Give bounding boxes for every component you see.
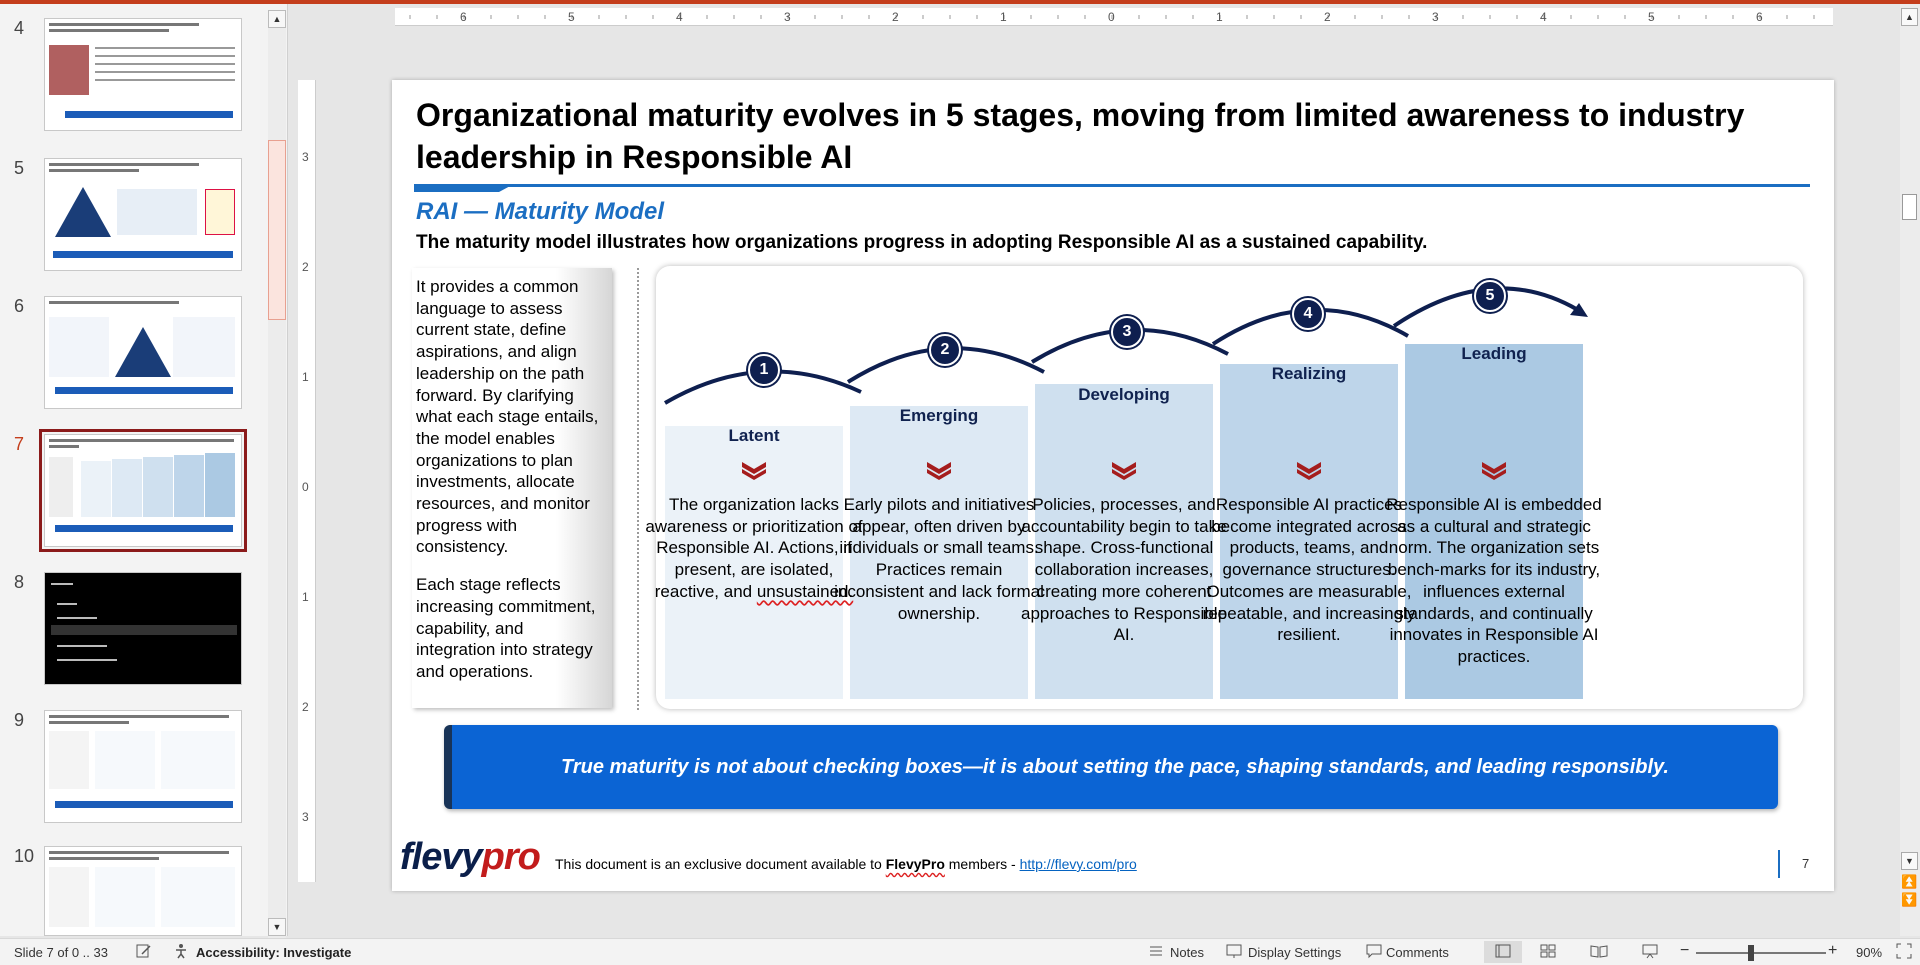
thumbnail-number: 7 — [14, 434, 25, 454]
stage-name-1: Latent — [728, 426, 780, 445]
title-underline — [414, 184, 1810, 187]
slide-subtitle[interactable]: RAI — Maturity Model — [416, 198, 665, 225]
page-number: 7 — [1802, 856, 1810, 871]
slide-counter: Slide 7 of 0 .. 33 — [14, 945, 108, 960]
slide-thumbnail-8[interactable] — [44, 572, 242, 685]
thumbnail-row-4[interactable] — [0, 18, 270, 138]
ruler-label: 2 — [302, 700, 309, 714]
thumbnail-number: 8 — [14, 572, 25, 592]
zoom-out-icon[interactable]: − — [1680, 942, 1690, 959]
stage-description-1: The organization lacks awareness or prioritization of Responsible AI. Actions, if present, are isolated, reactive, and unsustained. — [645, 495, 863, 601]
scroll-up-arrow-icon[interactable]: ▲ — [268, 10, 286, 28]
ruler-label: 4 — [1540, 10, 1547, 24]
intro-paragraph-1: It provides a common language to assess current state, define aspirations, and align leadership on the path forward. By clarifying what each stage entails, the model enables organizations to plan investments, allocate resources, and monitor progress with consistency. — [416, 277, 599, 557]
stage-name-5: Leading — [1461, 344, 1527, 363]
maturity-model-frame[interactable] — [645, 266, 1803, 709]
scroll-down-arrow-icon[interactable]: ▼ — [268, 918, 286, 936]
slide-sorter-icon[interactable] — [1540, 943, 1556, 962]
ruler-label: 3 — [302, 150, 309, 164]
flevypro-logo: flevypro — [400, 836, 540, 878]
slide-scrollbar[interactable] — [1900, 4, 1920, 936]
ruler-label: 1 — [302, 370, 309, 384]
slide-title[interactable]: Organizational maturity evolves in 5 stages, moving from limited awareness to industry leadership in Responsible AI — [416, 97, 1745, 175]
slide-thumbnail-10[interactable] — [44, 846, 242, 936]
next-slide-icon[interactable]: ⏬ — [1901, 892, 1918, 907]
ruler-label: 5 — [568, 10, 575, 24]
ruler-label: 4 — [676, 10, 683, 24]
stage-name-3: Developing — [1078, 385, 1170, 404]
accessibility-icon[interactable] — [174, 943, 190, 962]
comments-icon[interactable] — [1366, 943, 1382, 962]
stage-number-badge-5: 5 — [1474, 280, 1506, 312]
thumbnail-number: 5 — [14, 158, 25, 178]
slideshow-icon[interactable] — [1642, 943, 1658, 962]
stage-description-4: Responsible AI practices become integrated across products, teams, and governance structures. Outcomes are measurable, repeatable, and increasingly resilient. — [1202, 495, 1416, 645]
thumbnail-scrollbar[interactable] — [268, 10, 286, 940]
scroll-down-arrow-icon[interactable]: ▼ — [1901, 852, 1918, 870]
chevron-down-icon — [1384, 460, 1604, 485]
thumbnail-number: 4 — [14, 18, 25, 38]
stage-name-4: Realizing — [1271, 364, 1347, 383]
slide-canvas[interactable] — [392, 80, 1834, 891]
ruler-label: 2 — [892, 10, 899, 24]
ruler-label: 5 — [1648, 10, 1655, 24]
fit-to-window-icon[interactable] — [1896, 943, 1912, 962]
thumbnail-row-7[interactable] — [0, 434, 270, 554]
scrollbar-thumb[interactable] — [268, 140, 286, 320]
display-settings-icon[interactable] — [1226, 943, 1244, 962]
stage-number-badge-3: 3 — [1111, 316, 1143, 348]
accessibility-status[interactable]: Accessibility: Investigate — [196, 945, 352, 960]
scrollbar-thumb[interactable] — [1902, 194, 1917, 220]
intro-paragraph-2: Each stage reflects increasing commitment, capability, and integration into strategy and operations. — [416, 575, 596, 681]
stage-description-2: Early pilots and initiatives appear, often driven by individuals or small teams. Practices remain inconsistent and lack formal ownership. — [834, 495, 1044, 623]
ruler-label: 1 — [302, 590, 309, 604]
ruler-label: 6 — [460, 10, 467, 24]
zoom-slider[interactable] — [1696, 952, 1826, 954]
ruler-label: 0 — [302, 480, 309, 494]
ruler-label: 3 — [1432, 10, 1439, 24]
ruler-label: 6 — [1756, 10, 1763, 24]
previous-slide-icon[interactable]: ⏫ — [1901, 874, 1918, 889]
stage-number-badge-4: 4 — [1292, 298, 1324, 330]
thumbnail-number: 9 — [14, 710, 25, 730]
scroll-up-arrow-icon[interactable]: ▲ — [1901, 8, 1918, 26]
thumbnail-number: 10 — [14, 846, 35, 866]
stage-number-badge-2: 2 — [929, 334, 961, 366]
stage-number-badge-1: 1 — [748, 354, 780, 386]
zoom-in-icon[interactable]: + — [1828, 942, 1838, 959]
notes-edit-icon[interactable] — [136, 943, 152, 962]
thumbnail-row-6[interactable] — [0, 296, 270, 416]
slide-thumbnail-4[interactable] — [44, 18, 242, 131]
ruler-label: 2 — [1324, 10, 1331, 24]
ruler-label: 3 — [302, 810, 309, 824]
ruler-label: 1 — [1000, 10, 1007, 24]
closing-banner[interactable] — [444, 725, 1778, 809]
ruler-label: 1 — [1216, 10, 1223, 24]
display-settings-button[interactable]: Display Settings — [1248, 945, 1342, 960]
stage-name-2: Emerging — [899, 406, 979, 425]
footer-separator — [1778, 850, 1780, 878]
slide-thumbnail-5[interactable] — [44, 158, 242, 271]
reading-view-icon[interactable] — [1590, 943, 1608, 962]
thumbnail-row-8[interactable] — [0, 572, 270, 692]
slide-thumbnail-9[interactable] — [44, 710, 242, 823]
thumbnail-row-5[interactable] — [0, 158, 270, 278]
banner-text: True maturity is not about checking boxes—it is about setting the pace, shaping standards, and leading responsibly. — [561, 755, 1669, 778]
title-tab — [414, 184, 514, 192]
accent-bar — [0, 0, 1920, 4]
thumbnail-row-9[interactable] — [0, 710, 270, 830]
footer-link[interactable]: http://flevy.com/pro — [1019, 856, 1137, 872]
zoom-level[interactable]: 90% — [1856, 945, 1883, 960]
stage-description-3: Policies, processes, and accountability begin to take shape. Cross-functional collaboration increases, creating more coherent approaches to Responsible AI. — [1020, 495, 1228, 645]
slide-thumbnail-pane[interactable] — [0, 4, 288, 936]
stage-description-5: Responsible AI is embedded as a cultural and strategic norm. The organization sets bench-marks for its industry, influences external standards, and continually innovates in Responsible AI practices. — [1386, 495, 1602, 666]
notes-icon[interactable] — [1148, 943, 1164, 962]
footer-text: This document is an exclusive document available to FlevyPro members - http://flevy.com/pro — [555, 856, 1137, 872]
vertical-ruler — [298, 80, 316, 882]
dotted-divider — [637, 268, 639, 710]
zoom-slider-handle[interactable] — [1748, 945, 1754, 961]
normal-view-icon[interactable] — [1484, 941, 1522, 963]
comments-button[interactable]: Comments — [1386, 945, 1449, 960]
status-bar — [0, 938, 1920, 965]
ruler-label: 0 — [1108, 10, 1115, 24]
ruler-label: 2 — [302, 260, 309, 274]
slide-lead-text[interactable]: The maturity model illustrates how organizations progress in adopting Responsible AI as a sustained capability. — [416, 232, 1428, 253]
ruler-label: 3 — [784, 10, 791, 24]
slide-thumbnail-7[interactable] — [44, 434, 242, 547]
notes-button[interactable]: Notes — [1170, 945, 1204, 960]
slide-thumbnail-6[interactable] — [44, 296, 242, 409]
thumbnail-number: 6 — [14, 296, 25, 316]
horizontal-ruler — [395, 8, 1833, 26]
intro-textbox[interactable] — [412, 268, 612, 708]
